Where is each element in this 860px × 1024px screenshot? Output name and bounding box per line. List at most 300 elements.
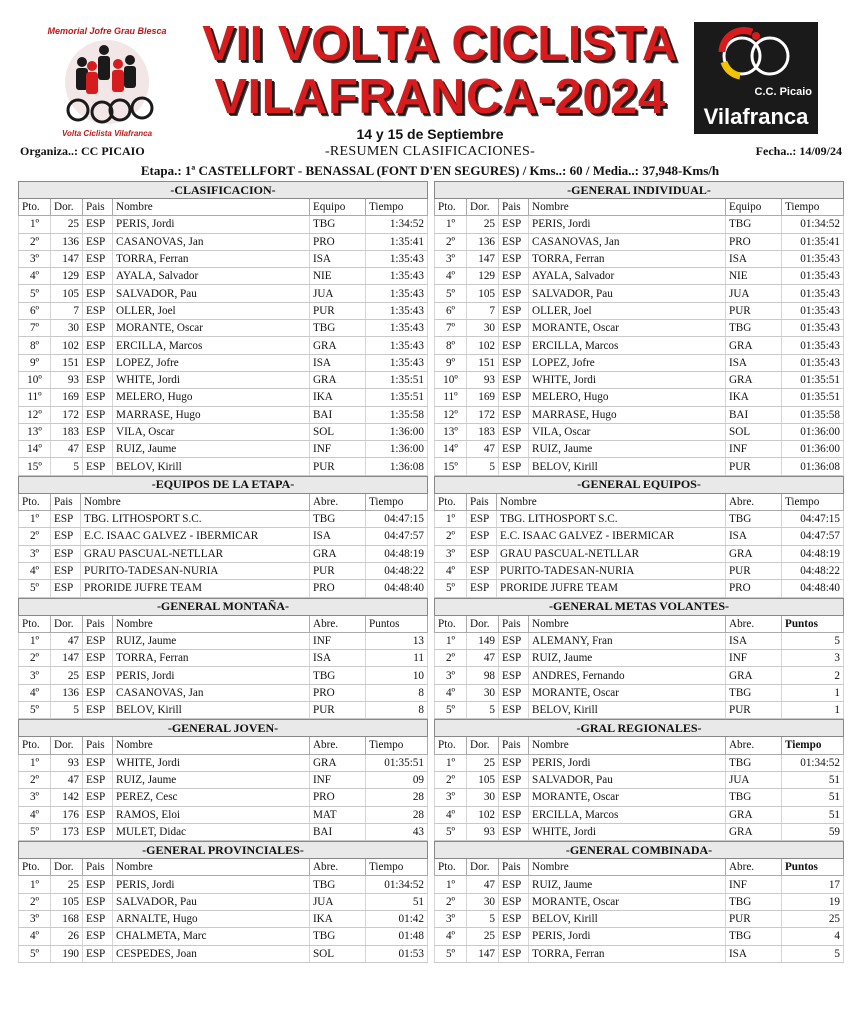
cell-country: ESP: [499, 876, 529, 893]
column-header: Dor.: [467, 199, 499, 216]
cell-value: 01:35:43: [781, 354, 843, 371]
title-line-1: VII VOLTA CICLISTA: [202, 17, 678, 71]
cell-value: 04:47:15: [781, 511, 843, 528]
cell-team: TBG: [725, 789, 781, 806]
cell-team: PUR: [309, 458, 365, 475]
cell-team: PUR: [725, 458, 781, 475]
cell-dorsal: 129: [51, 268, 83, 285]
cell-dorsal: 102: [467, 337, 499, 354]
cell-dorsal: 5: [467, 910, 499, 927]
cell-country: ESP: [83, 771, 113, 788]
table-row: [19, 458, 428, 475]
cell-pos: 11º: [19, 389, 51, 406]
cell-name: PERIS, Jordi: [113, 876, 310, 893]
table-row: [19, 754, 428, 771]
cell-value: 2: [782, 667, 844, 684]
cell-country: ESP: [83, 337, 113, 354]
cell-name: WHITE, Jordi: [529, 823, 726, 840]
cell-team: ISA: [725, 945, 781, 962]
cell-pos: 5º: [435, 580, 467, 597]
column-header: Pto.: [435, 737, 467, 754]
cell-country: ESP: [499, 789, 529, 806]
cell-dorsal: 149: [467, 632, 499, 649]
cell-dorsal: 25: [467, 754, 499, 771]
cell-value: 01:35:51: [781, 371, 843, 388]
cell-pos: 3º: [19, 667, 51, 684]
cell-country: ESP: [83, 910, 113, 927]
cell-pos: 7º: [435, 320, 467, 337]
cell-team: SOL: [309, 423, 365, 440]
table-row: [435, 910, 844, 927]
cell-dorsal: 30: [467, 893, 499, 910]
cell-name: WHITE, Jordi: [529, 371, 726, 388]
table-row: [435, 441, 844, 458]
cell-pos: 1º: [435, 754, 467, 771]
cell-dorsal: 173: [51, 823, 83, 840]
section-pair: [18, 181, 844, 476]
cell-value: 01:36:00: [781, 423, 843, 440]
cell-dorsal: 7: [51, 302, 83, 319]
left-logo-bottom-text: Volta Ciclista Vilafranca: [61, 129, 153, 138]
table-row: [435, 406, 844, 423]
section-title: -EQUIPOS DE LA ETAPA-: [19, 476, 428, 493]
cell-dorsal: 93: [467, 371, 499, 388]
cell-value: 1:35:43: [365, 354, 427, 371]
cell-country: ESP: [499, 320, 529, 337]
cell-dorsal: 30: [467, 789, 499, 806]
cell-name: RUIZ, Jaume: [113, 441, 310, 458]
cell-name: LOPEZ, Jofre: [113, 354, 310, 371]
cell-value: 1:36:00: [365, 441, 427, 458]
column-header: Pais: [467, 493, 497, 510]
cell-name: WHITE, Jordi: [113, 371, 310, 388]
cell-name: CASANOVAS, Jan: [529, 233, 726, 250]
cell-country: ESP: [83, 789, 113, 806]
cell-dorsal: 151: [467, 354, 499, 371]
table-row: [435, 702, 844, 719]
cell-pos: 13º: [19, 423, 51, 440]
cell-country: ESP: [499, 268, 529, 285]
cell-dorsal: 30: [467, 684, 499, 701]
table-row: [19, 354, 428, 371]
cell-team: SOL: [309, 945, 365, 962]
column-header: Abre.: [309, 737, 365, 754]
column-header: Abre.: [309, 859, 365, 876]
cell-country: ESP: [499, 302, 529, 319]
cell-country: ESP: [83, 216, 113, 233]
cell-dorsal: 169: [51, 389, 83, 406]
cell-team: TBG: [725, 511, 781, 528]
column-header: Pais: [83, 859, 113, 876]
cell-pos: 12º: [435, 406, 467, 423]
cell-pos: 4º: [435, 268, 467, 285]
section-title: -GENERAL COMBINADA-: [435, 842, 844, 859]
table-row: [19, 667, 428, 684]
cell-dorsal: 136: [51, 233, 83, 250]
cell-value: 51: [365, 893, 427, 910]
table-row: [435, 928, 844, 945]
table-row: [19, 632, 428, 649]
cell-dorsal: 105: [51, 893, 83, 910]
column-header: Pto.: [435, 859, 467, 876]
classification-grid: [18, 181, 844, 963]
cell-pos: 1º: [435, 876, 467, 893]
cell-dorsal: 93: [51, 754, 83, 771]
section-title: -CLASIFICACION-: [19, 182, 428, 199]
cell-country: ESP: [499, 928, 529, 945]
table-row: [19, 771, 428, 788]
cell-name: CASANOVAS, Jan: [113, 233, 310, 250]
column-header: Pto.: [19, 859, 51, 876]
cell-country: ESP: [499, 250, 529, 267]
cell-pos: 5º: [19, 580, 51, 597]
cell-team: PUR: [726, 702, 782, 719]
table-row: [19, 910, 428, 927]
cell-country: ESP: [467, 528, 497, 545]
section-title: -GENERAL INDIVIDUAL-: [435, 182, 844, 199]
section-pair: [18, 719, 844, 841]
table-row: [19, 806, 428, 823]
cell-name: CESPEDES, Joan: [113, 945, 310, 962]
cell-value: 1:35:51: [365, 389, 427, 406]
cell-value: 51: [781, 789, 843, 806]
cell-name: CHALMETA, Marc: [113, 928, 310, 945]
cell-value: 01:35:43: [781, 302, 843, 319]
column-header: Abre.: [310, 615, 366, 632]
cell-dorsal: 147: [51, 650, 83, 667]
cell-country: ESP: [83, 354, 113, 371]
cell-country: ESP: [83, 285, 113, 302]
cell-dorsal: 147: [467, 945, 499, 962]
cell-name: OLLER, Joel: [113, 302, 310, 319]
cell-team: TBG: [309, 928, 365, 945]
cell-team: TBG: [725, 893, 781, 910]
cell-value: 01:35:43: [781, 320, 843, 337]
cell-pos: 5º: [435, 945, 467, 962]
cell-name: TBG. LITHOSPORT S.C.: [497, 511, 726, 528]
cell-team: IKA: [725, 389, 781, 406]
cell-team: IKA: [309, 389, 365, 406]
cell-dorsal: 93: [51, 371, 83, 388]
column-header: Pto.: [19, 737, 51, 754]
cell-value: 01:35:43: [781, 268, 843, 285]
table-row: [19, 302, 428, 319]
table-row: [19, 216, 428, 233]
cell-team: SOL: [725, 423, 781, 440]
table-equipos-de-la-etapa: [18, 476, 428, 598]
cell-dorsal: 30: [51, 320, 83, 337]
cell-team: PUR: [725, 910, 781, 927]
cell-name: ARNALTE, Hugo: [113, 910, 310, 927]
cell-team: BAI: [309, 823, 365, 840]
cell-country: ESP: [51, 562, 81, 579]
table-row: [435, 876, 844, 893]
cell-value: 01:35:43: [781, 285, 843, 302]
table-row: [435, 511, 844, 528]
cell-country: ESP: [499, 285, 529, 302]
cell-value: 1:35:43: [365, 302, 427, 319]
cell-country: ESP: [499, 233, 529, 250]
cell-name: AYALA, Salvador: [529, 268, 726, 285]
cell-pos: 10º: [19, 371, 51, 388]
table-row: [435, 371, 844, 388]
cell-pos: 9º: [435, 354, 467, 371]
column-header: Dor.: [51, 615, 83, 632]
column-header: Abre.: [726, 615, 782, 632]
cell-name: RUIZ, Jaume: [113, 632, 310, 649]
column-header: Pais: [51, 493, 81, 510]
table-row: [435, 250, 844, 267]
cell-team: ISA: [726, 632, 782, 649]
cell-pos: 8º: [19, 337, 51, 354]
column-header: Dor.: [467, 859, 499, 876]
column-header: Pto.: [19, 493, 51, 510]
cell-name: ERCILLA, Marcos: [529, 806, 726, 823]
cell-team: NIE: [309, 268, 365, 285]
cell-pos: 10º: [435, 371, 467, 388]
cell-value: 13: [366, 632, 428, 649]
cell-country: ESP: [83, 320, 113, 337]
cell-name: MORANTE, Oscar: [529, 789, 726, 806]
cell-dorsal: 183: [51, 423, 83, 440]
cell-pos: 2º: [435, 771, 467, 788]
cell-pos: 15º: [435, 458, 467, 475]
cell-dorsal: 25: [51, 667, 83, 684]
column-header: Nombre: [113, 615, 310, 632]
cell-team: INF: [309, 441, 365, 458]
column-header: Nombre: [497, 493, 726, 510]
cell-value: 8: [366, 702, 428, 719]
cell-name: PERIS, Jordi: [113, 667, 310, 684]
cell-country: ESP: [499, 423, 529, 440]
cell-country: ESP: [499, 216, 529, 233]
summary-heading: -RESUMEN CLASIFICACIONES-: [324, 144, 536, 159]
column-header: Pais: [499, 615, 529, 632]
table-row: [435, 754, 844, 771]
table-row: [19, 389, 428, 406]
column-header: Nombre: [529, 859, 726, 876]
cell-dorsal: 93: [467, 823, 499, 840]
cell-name: SALVADOR, Pau: [113, 285, 310, 302]
column-header: Pto.: [19, 615, 51, 632]
cell-country: ESP: [499, 806, 529, 823]
column-header: Abre.: [725, 493, 781, 510]
table-row: [435, 650, 844, 667]
cell-pos: 4º: [19, 928, 51, 945]
cell-value: 01:34:52: [781, 216, 843, 233]
cell-country: ESP: [83, 928, 113, 945]
cell-team: TBG: [725, 216, 781, 233]
cell-pos: 5º: [435, 823, 467, 840]
table-row: [19, 423, 428, 440]
cell-name: CASANOVAS, Jan: [113, 684, 310, 701]
cell-value: 04:48:40: [365, 580, 427, 597]
cell-pos: 6º: [435, 302, 467, 319]
cell-pos: 2º: [19, 771, 51, 788]
cell-country: ESP: [499, 337, 529, 354]
cell-team: TBG: [725, 928, 781, 945]
cell-team: JUA: [309, 893, 365, 910]
cell-team: PUR: [309, 562, 365, 579]
table-row: [435, 806, 844, 823]
table-row: [435, 423, 844, 440]
cell-country: ESP: [83, 702, 113, 719]
cell-country: ESP: [499, 406, 529, 423]
cell-country: ESP: [499, 667, 529, 684]
cell-team: GRA: [726, 667, 782, 684]
cell-value: 1:35:41: [365, 233, 427, 250]
cell-value: 25: [781, 910, 843, 927]
cell-name: PERIS, Jordi: [529, 928, 726, 945]
cell-pos: 1º: [435, 511, 467, 528]
cell-pos: 2º: [435, 650, 467, 667]
cell-dorsal: 98: [467, 667, 499, 684]
cell-team: ISA: [725, 354, 781, 371]
cell-dorsal: 172: [51, 406, 83, 423]
cell-pos: 5º: [19, 702, 51, 719]
cell-team: ISA: [310, 650, 366, 667]
cell-value: 01:34:52: [781, 754, 843, 771]
table-row: [19, 285, 428, 302]
cell-pos: 4º: [435, 928, 467, 945]
cell-value: 01:35:43: [781, 250, 843, 267]
cell-pos: 3º: [435, 789, 467, 806]
cell-team: ISA: [309, 250, 365, 267]
cell-country: ESP: [467, 511, 497, 528]
cell-team: ISA: [725, 250, 781, 267]
cell-team: MAT: [309, 806, 365, 823]
cell-pos: 5º: [19, 285, 51, 302]
cell-pos: 3º: [19, 910, 51, 927]
cell-pos: 3º: [435, 545, 467, 562]
cell-pos: 5º: [19, 823, 51, 840]
cell-country: ESP: [83, 371, 113, 388]
table-row: [435, 337, 844, 354]
table-row: [19, 650, 428, 667]
column-header: Tiempo: [781, 199, 843, 216]
club-brand: Vilafranca: [703, 104, 809, 129]
table-row: [19, 789, 428, 806]
table-row: [19, 945, 428, 962]
column-header: Nombre: [529, 199, 726, 216]
table-row: [19, 528, 428, 545]
table-row: [19, 406, 428, 423]
cell-country: ESP: [499, 823, 529, 840]
cell-country: ESP: [83, 441, 113, 458]
cell-country: ESP: [467, 580, 497, 597]
cell-pos: 4º: [19, 684, 51, 701]
cell-country: ESP: [83, 632, 113, 649]
cell-value: 1:34:52: [365, 216, 427, 233]
cell-name: RAMOS, Eloi: [113, 806, 310, 823]
cell-name: PRORIDE JUFRE TEAM: [81, 580, 310, 597]
table-row: [19, 320, 428, 337]
cell-value: 10: [366, 667, 428, 684]
cell-team: TBG: [726, 684, 782, 701]
cell-dorsal: 183: [467, 423, 499, 440]
table-row: [19, 684, 428, 701]
cell-name: BELOV, Kirill: [113, 458, 310, 475]
table-row: [435, 302, 844, 319]
cell-name: TORRA, Ferran: [113, 650, 310, 667]
cell-country: ESP: [83, 893, 113, 910]
table-row: [435, 545, 844, 562]
column-header: Puntos: [781, 859, 843, 876]
cell-dorsal: 5: [467, 702, 499, 719]
cell-dorsal: 47: [51, 441, 83, 458]
cell-country: ESP: [83, 945, 113, 962]
cell-name: GRAU PASCUAL-NETLLAR: [497, 545, 726, 562]
cell-name: RUIZ, Jaume: [529, 441, 726, 458]
cell-team: INF: [725, 876, 781, 893]
cell-team: PRO: [309, 233, 365, 250]
table-row: [19, 562, 428, 579]
cell-team: JUA: [309, 285, 365, 302]
cell-dorsal: 168: [51, 910, 83, 927]
cell-value: 8: [366, 684, 428, 701]
column-header: Nombre: [529, 615, 726, 632]
cell-dorsal: 102: [467, 806, 499, 823]
table-general-metas-volantes: [434, 598, 844, 720]
column-header: Nombre: [113, 737, 310, 754]
cell-dorsal: 47: [467, 441, 499, 458]
cell-team: JUA: [725, 771, 781, 788]
table-general-joven: [18, 719, 428, 841]
cell-name: MARRASE, Hugo: [113, 406, 310, 423]
left-logo-top-text: Memorial Jofre Grau Blesca: [47, 26, 167, 36]
cell-team: TBG: [309, 876, 365, 893]
cell-name: ANDRES, Fernando: [529, 667, 726, 684]
cell-team: GRA: [725, 371, 781, 388]
column-header: Pto.: [435, 493, 467, 510]
cell-team: BAI: [725, 406, 781, 423]
cell-pos: 11º: [435, 389, 467, 406]
cell-value: 5: [782, 632, 844, 649]
cell-value: 01:48: [365, 928, 427, 945]
cell-name: RUIZ, Jaume: [529, 876, 726, 893]
cell-dorsal: 30: [467, 320, 499, 337]
table-general-individual: [434, 181, 844, 476]
cell-pos: 3º: [19, 545, 51, 562]
cell-pos: 4º: [435, 684, 467, 701]
cell-name: VILA, Oscar: [529, 423, 726, 440]
column-header: Equipo: [309, 199, 365, 216]
cell-name: SALVADOR, Pau: [113, 893, 310, 910]
cell-dorsal: 26: [51, 928, 83, 945]
cell-country: ESP: [499, 754, 529, 771]
table-row: [435, 216, 844, 233]
cell-value: 1:35:43: [365, 320, 427, 337]
cell-dorsal: 190: [51, 945, 83, 962]
cell-country: ESP: [51, 545, 81, 562]
cell-country: ESP: [83, 823, 113, 840]
table-row: [435, 562, 844, 579]
column-header: Abre.: [309, 493, 365, 510]
cell-pos: 5º: [435, 285, 467, 302]
cell-pos: 5º: [435, 702, 467, 719]
cell-value: 1: [782, 684, 844, 701]
cell-dorsal: 105: [51, 285, 83, 302]
cell-dorsal: 176: [51, 806, 83, 823]
cell-value: 51: [781, 771, 843, 788]
table-row: [435, 893, 844, 910]
section-title: -GENERAL METAS VOLANTES-: [435, 598, 844, 615]
column-header: Pto.: [19, 199, 51, 216]
cell-team: PRO: [309, 580, 365, 597]
cell-team: PUR: [309, 302, 365, 319]
cell-value: 51: [781, 806, 843, 823]
cell-country: ESP: [51, 528, 81, 545]
